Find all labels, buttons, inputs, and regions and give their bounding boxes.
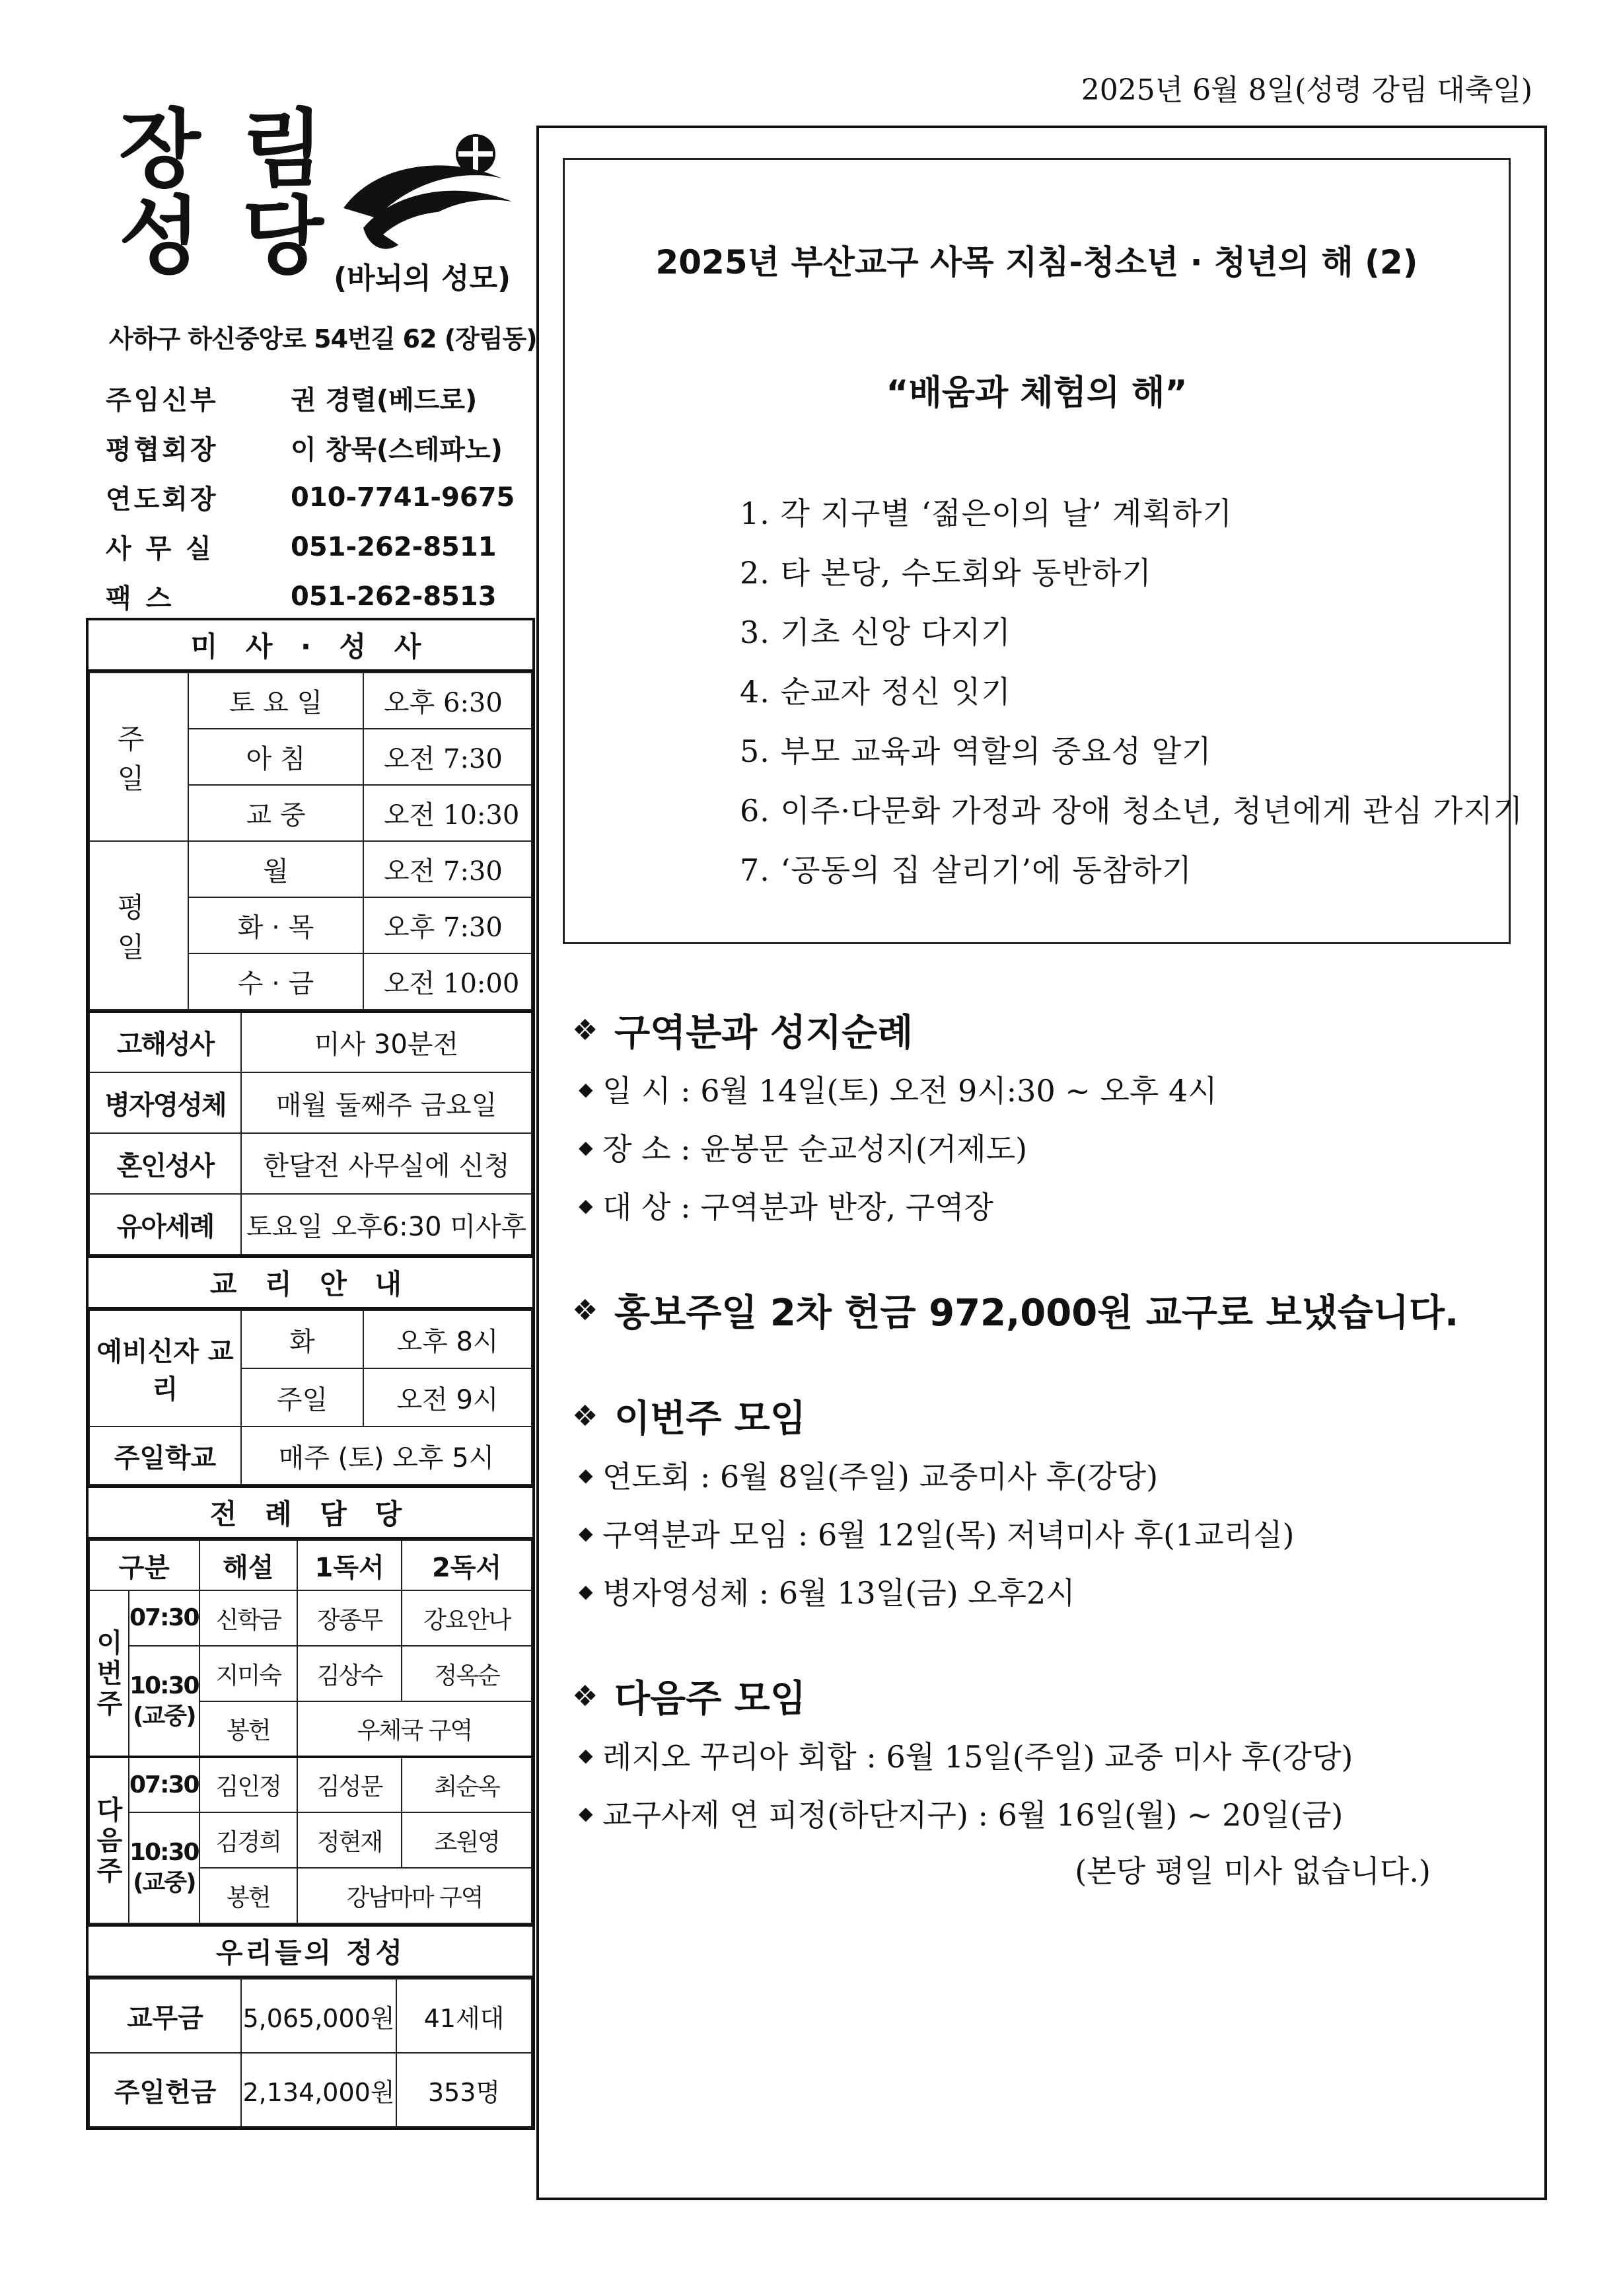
table-row: 봉헌 강남마마 구역 (89, 1868, 532, 1923)
table-row: 봉헌 우체국 구역 (89, 1701, 532, 1757)
list-item: ◆ 연도회 : 6월 8일(주일) 교중미사 후(강당) (572, 1446, 1523, 1504)
bullet-icon: ◆ (579, 1580, 593, 1602)
parish-address: 사하구 하신중앙로 54번길 62 (장림동) (109, 324, 537, 353)
list-item: 4. 순교자 정신 잇기 (740, 674, 1011, 710)
table-row: 화 · 목 오후 7:30 (89, 897, 532, 953)
table-row: 아 침 오전 7:30 (89, 729, 532, 785)
contact-row: 사 무 실 051-262-8511 (106, 531, 497, 564)
notices (572, 1000, 1523, 1946)
list-item: ◆ 장 소 : 윤봉문 순교성지(거제도) (572, 1118, 1523, 1176)
diamond-bullet-icon: ❖ (572, 1399, 598, 1433)
list-item: 2. 타 본당, 수도회와 동반하기 (740, 555, 1152, 591)
list-item: ◆ 교구사제 연 피정(하단지구) : 6월 16일(월) ~ 20일(금) (572, 1784, 1523, 1842)
patron-name: (바뇌의 성모) (334, 262, 511, 295)
list-item: ◆ 구역분과 모임 : 6월 12일(목) 저녁미사 후(1교리실) (572, 1504, 1523, 1562)
pilgrimage-notice (572, 1000, 1523, 1234)
table-row: 유아세례 토요일 오후6:30 미사후 (89, 1194, 532, 1255)
diamond-bullet-icon: ❖ (572, 1679, 598, 1713)
section-title: 홍보주일 2차 헌금 972,000원 교구로 보냈습니다. (614, 1292, 1459, 1335)
table-row: 혼인성사 한달전 사무실에 신청 (89, 1133, 532, 1194)
table-row: 10:30 (교중) 김경희 정현재 조원영 (89, 1812, 532, 1868)
education-heading: 교 리 안 내 (89, 1255, 532, 1310)
table-row: 주 일 토 요 일 오후 6:30 (89, 673, 532, 729)
table-row: 교 중 오전 10:30 (89, 785, 532, 841)
diamond-bullet-icon: ❖ (572, 1293, 598, 1327)
contact-row: 평협회장 이 창묵(스테파노) (106, 435, 503, 465)
table-row: 주일 오전 9시 (89, 1368, 532, 1426)
pastoral-subtitle: “배움과 체험의 해” (886, 373, 1188, 413)
bullet-icon: ◆ (579, 1744, 593, 1766)
list-item: 7. ‘공동의 집 살리기’에 동참하기 (740, 852, 1192, 888)
offerings-heading: 우리들의 정성 (89, 1924, 532, 1978)
table-row: 10:30 (교중) 지미숙 김상수 정옥순 (89, 1646, 532, 1701)
schedule-column (86, 618, 535, 2130)
contact-row: 팩 스 051-262-8513 (106, 581, 497, 614)
table-row: 다 음 주 07:30 김인정 김성문 최순옥 (89, 1757, 532, 1812)
pastoral-list (740, 484, 1523, 900)
education-table (89, 1310, 532, 1485)
contact-row: 주임신부 권 경렬(베드로) (106, 385, 478, 416)
pastoral-guideline-box (563, 158, 1524, 944)
bullet-icon: ◆ (579, 1078, 593, 1100)
list-item: 5. 부모 교육과 역할의 중요성 알기 (740, 733, 1212, 769)
table-row: 고해성사 미사 30분전 (89, 1012, 532, 1072)
contact-list (106, 373, 528, 621)
table-row: 이 번 주 07:30 신학금 장종무 강요안나 (89, 1590, 532, 1646)
bullet-icon: ◆ (579, 1136, 593, 1158)
diamond-bullet-icon: ❖ (572, 1013, 598, 1047)
notice-column (536, 126, 1547, 2200)
this-week-meetings (572, 1386, 1523, 1620)
list-item: 3. 기초 신앙 다지기 (740, 614, 1011, 650)
offerings-table (89, 1978, 532, 2128)
table-row: 병자영성체 매월 둘째주 금요일 (89, 1072, 532, 1133)
bulletin-date: 2025년 6월 8일(성령 강림 대축일) (1081, 73, 1532, 107)
table-row: 주일헌금 2,134,000원 353명 (89, 2053, 532, 2127)
list-item: ◆ 병자영성체 : 6월 13일(금) 오후2시 (572, 1562, 1523, 1620)
section-title: 이번주 모임 (614, 1397, 806, 1440)
pastoral-title: 2025년 부산교구 사목 지침-청소년 · 청년의 해 (2) (655, 243, 1418, 281)
no-weekday-mass-note: (본당 평일 미사 없습니다.) (1075, 1853, 1431, 1889)
sacrament-table (89, 1010, 532, 1255)
church-logo-icon (337, 129, 522, 268)
list-item: 6. 이주·다문화 가정과 장애 청소년, 청년에게 관심 가지기 (740, 793, 1524, 829)
table-row: 평 일 월 오전 7:30 (89, 841, 532, 897)
bullet-icon: ◆ (579, 1463, 593, 1486)
contact-row: 연도회장 010-7741-9675 (106, 482, 515, 515)
mass-heading: 미 사 · 성 사 (89, 618, 532, 672)
parish-title: 장 림 성 당 (119, 100, 324, 286)
bullet-icon: ◆ (579, 1194, 593, 1216)
liturgy-table (89, 1539, 532, 1924)
table-row: 구분 해설 1독서 2독서 (89, 1540, 532, 1590)
mass-schedule-table (89, 672, 532, 1010)
table-row: 교무금 5,065,000원 41세대 (89, 1979, 532, 2053)
liturgy-heading: 전 례 담 당 (89, 1485, 532, 1539)
section-title: 다음주 모임 (614, 1678, 806, 1721)
list-item: ◆ 레지오 꾸리아 회합 : 6월 15일(주일) 교중 미사 후(강당) (572, 1726, 1523, 1784)
section-title: 구역분과 성지순례 (614, 1012, 914, 1055)
next-week-meetings (572, 1666, 1523, 1900)
list-item: ◆ 일 시 : 6월 14일(토) 오전 9시:30 ~ 오후 4시 (572, 1060, 1523, 1118)
bullet-icon: ◆ (579, 1522, 593, 1544)
table-row: 예비신자 교리 화 오후 8시 (89, 1310, 532, 1368)
table-row: 주일학교 매주 (토) 오후 5시 (89, 1426, 532, 1485)
list-item: ◆ 대 상 : 구역분과 반장, 구역장 (572, 1176, 1523, 1234)
table-row: 수 · 금 오전 10:00 (89, 953, 532, 1010)
list-item: 1. 각 지구별 ‘젊은이의 날’ 계획하기 (740, 496, 1233, 531)
bullet-icon: ◆ (579, 1802, 593, 1824)
collection-notice (572, 1280, 1523, 1340)
